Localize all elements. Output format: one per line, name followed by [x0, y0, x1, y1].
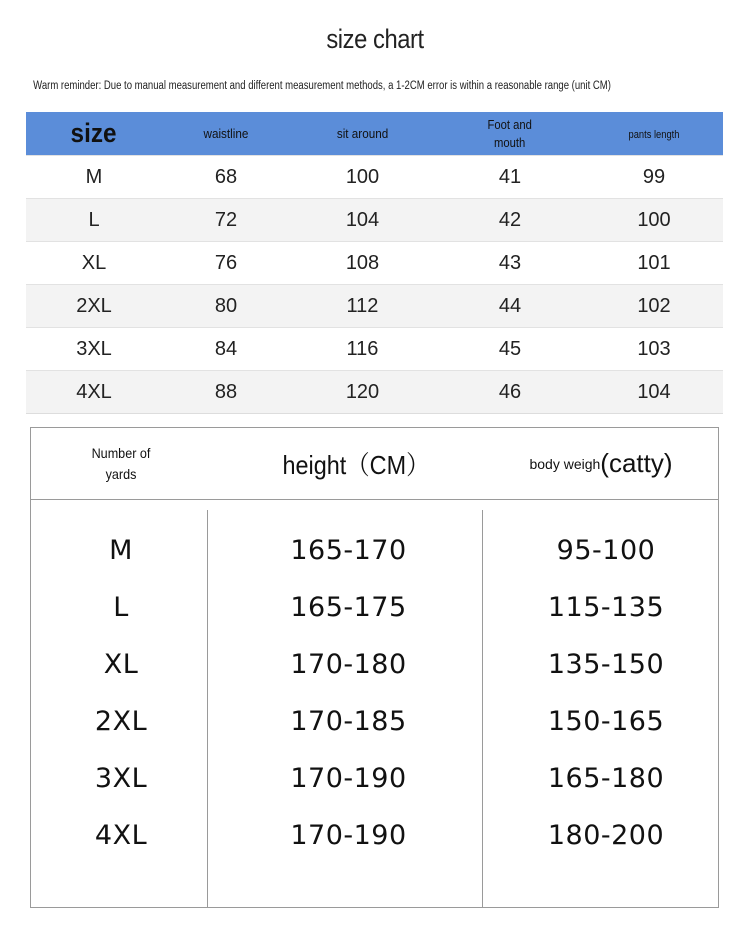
cell-pants-length: 99 — [585, 156, 723, 199]
cell-waistline: 88 — [162, 371, 290, 414]
cell-size: 4XL — [26, 371, 162, 414]
table-row — [31, 522, 718, 579]
cell-waistline: 68 — [162, 156, 290, 199]
cell-pants-length: 100 — [585, 199, 723, 242]
cell-weight: 180-200 — [547, 820, 665, 851]
cell-foot-mouth: 45 — [435, 328, 585, 371]
cell-size: L — [113, 592, 129, 623]
cell-size: M — [26, 156, 162, 199]
cell-foot-mouth: 46 — [435, 371, 585, 414]
cell-sit-around: 116 — [290, 328, 435, 371]
cell-sit-around: 104 — [290, 199, 435, 242]
table-row — [26, 242, 723, 285]
cell-size: M — [109, 535, 133, 566]
cell-sit-around: 112 — [290, 285, 435, 328]
cell-height: 170-180 — [290, 649, 407, 680]
header-waistline: waistline — [162, 112, 290, 156]
header-weight-unit: (catty) — [600, 448, 673, 478]
cell-size: 3XL — [94, 763, 148, 794]
cell-foot-mouth: 42 — [435, 199, 585, 242]
cell-size: 2XL — [26, 285, 162, 328]
header-height: height（CM） — [282, 450, 430, 480]
header-body-weight — [501, 428, 701, 499]
table-row — [31, 693, 718, 750]
header-foot-mouth: Foot and mouth — [435, 112, 585, 156]
header-weight-label: body weigh — [529, 455, 601, 472]
cell-sit-around: 100 — [290, 156, 435, 199]
table-row — [26, 371, 723, 414]
measurement-reminder: Warm reminder: Due to manual measurement and different measurement methods, a 1-2CM error is within a reasonable range (unit CM) — [33, 80, 611, 92]
cell-pants-length: 104 — [585, 371, 723, 414]
cell-pants-length: 102 — [585, 285, 723, 328]
header-yards: Number of yards — [91, 444, 151, 482]
table-row — [26, 156, 723, 199]
cell-weight: 115-135 — [547, 592, 665, 623]
page-title: size chart — [326, 24, 424, 54]
cell-size: 4XL — [94, 820, 148, 851]
cell-size: L — [26, 199, 162, 242]
cell-sit-around: 108 — [290, 242, 435, 285]
table-header-row — [26, 112, 723, 156]
cell-weight: 150-165 — [547, 706, 665, 737]
cell-size: XL — [103, 649, 139, 680]
size-measurement-table — [26, 112, 723, 414]
header-sit-around: sit around — [290, 112, 435, 156]
cell-size: 2XL — [94, 706, 148, 737]
cell-weight: 165-180 — [547, 763, 665, 794]
cell-pants-length: 103 — [585, 328, 723, 371]
cell-height: 165-175 — [290, 592, 407, 623]
cell-weight: 135-150 — [547, 649, 665, 680]
cell-height: 170-185 — [290, 706, 407, 737]
cell-foot-mouth: 43 — [435, 242, 585, 285]
cell-height: 170-190 — [290, 820, 407, 851]
height-weight-table — [30, 427, 719, 908]
table-row — [26, 328, 723, 371]
table-row — [26, 285, 723, 328]
cell-sit-around: 120 — [290, 371, 435, 414]
cell-waistline: 76 — [162, 242, 290, 285]
cell-foot-mouth: 41 — [435, 156, 585, 199]
header-size: size — [26, 112, 162, 156]
cell-height: 170-190 — [290, 763, 407, 794]
cell-waistline: 84 — [162, 328, 290, 371]
table-row — [31, 750, 718, 807]
cell-height: 165-170 — [290, 535, 407, 566]
cell-waistline: 72 — [162, 199, 290, 242]
cell-size: 3XL — [26, 328, 162, 371]
cell-weight: 95-100 — [556, 535, 656, 566]
header-pants-length: pants length — [585, 112, 723, 156]
table-row — [31, 579, 718, 636]
cell-pants-length: 101 — [585, 242, 723, 285]
table-row — [31, 807, 718, 864]
cell-size: XL — [26, 242, 162, 285]
table-row — [26, 199, 723, 242]
cell-waistline: 80 — [162, 285, 290, 328]
header-divider — [31, 499, 718, 500]
cell-foot-mouth: 44 — [435, 285, 585, 328]
table-row — [31, 636, 718, 693]
